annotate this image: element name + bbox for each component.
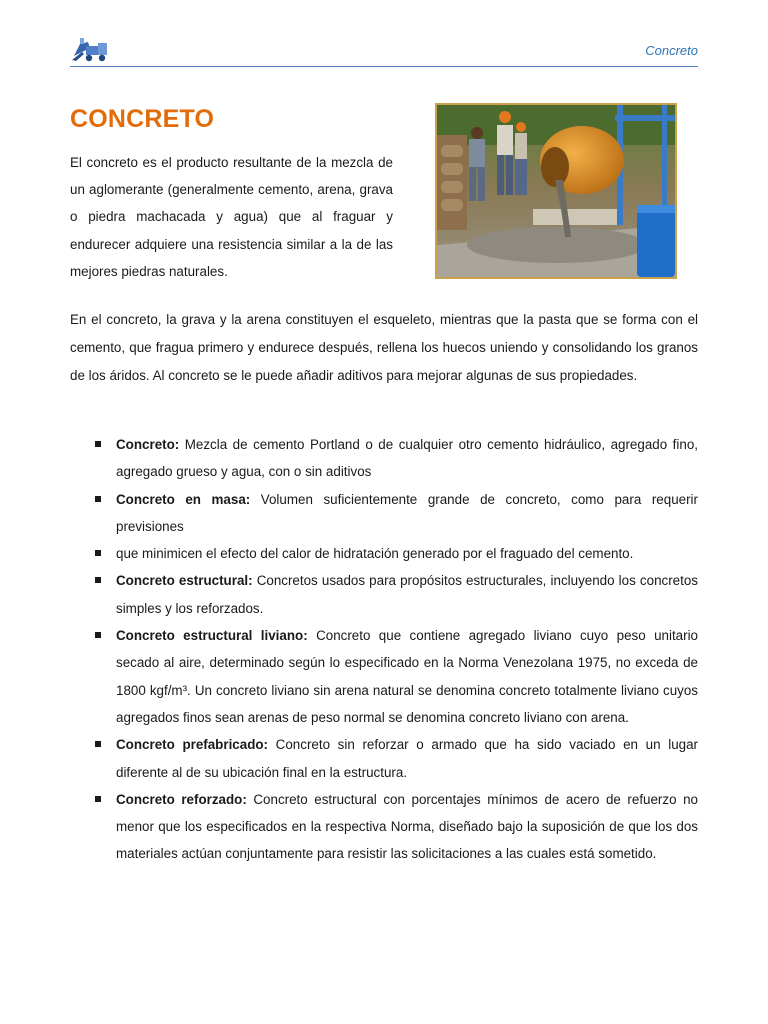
list-item (70, 567, 698, 622)
term-definition: Concretos usados para propósitos estructurales, incluyendo los concretos simples y los reforzados. (116, 573, 698, 616)
term-label: Concreto reforzado: (116, 791, 247, 807)
bullet-icon (95, 741, 101, 747)
term-label: Concreto: (116, 437, 180, 452)
term-definition: Concreto estructural con porcentajes mínimos de acero de refuerzo no menor que los especificados en la respectiva Norma, diseñado bajo la suposición de que los dos materiales actúan conjuntamente para resistir las solicitaciones a las cuales está sometido. (116, 791, 698, 862)
term-definition: Concreto sin reforzar o armado que ha sido vaciado en un lugar diferente al de su ubicación final en la estructura. (116, 737, 698, 780)
term-definition: que minimicen el efecto del calor de hidratación generado por el fraguado del cemento. (116, 546, 634, 562)
term-label: Concreto estructural: (116, 573, 253, 589)
running-header-title: Concreto (645, 43, 698, 58)
list-item (70, 786, 698, 868)
skeleton-paragraph: En el concreto, la grava y la arena constituyen el esqueleto, mientras que la pasta que se forma con el cemento, que fragua primero y endurece después, rellena los huecos uniendo y consolidando los granos de los áridos. Al concreto se le puede añadir aditivos para mejorar algunas de sus propiedades. (70, 312, 698, 383)
term-definition: Volumen suficientemente grande de concreto, como para requerir previsiones (116, 491, 698, 534)
bullet-icon (95, 796, 101, 802)
intro-paragraph: El concreto es el producto resultante de la mezcla de un aglomerante (generalmente cemento, arena, grava o piedra machacada y agua) que al fraguar y endurecer adquiere una resistencia similar a la de las mejores piedras naturales. (70, 155, 393, 279)
machinery-logo-icon (70, 34, 114, 64)
concrete-mixer-photo (435, 103, 677, 279)
term-label: Concreto estructural liviano: (116, 628, 308, 644)
bullet-icon (95, 577, 101, 583)
list-item (70, 431, 698, 486)
bullet-icon (95, 550, 101, 556)
bullet-icon (95, 441, 101, 447)
term-label: Concreto en masa: (116, 491, 251, 507)
term-definition: Concreto que contiene agregado liviano cuyo peso unitario secado al aire, determinado según lo especificado en la Norma Venezolana 1975, no exceda de 1800 kgf/m³. Un concreto liviano sin arena natural se denomina concreto totalmente liviano cuyos agregados finos sean arenas de peso normal se denomina concreto liviano con arena. (116, 628, 698, 725)
bullet-icon (95, 496, 101, 502)
definitions-list (70, 431, 698, 868)
document-title: CONCRETO (70, 105, 215, 133)
list-item (70, 486, 698, 541)
term-label: Concreto prefabricado: (116, 737, 269, 753)
term-definition: Mezcla de cemento Portland o de cualquier otro cemento hidráulico, agregado fino, agregado grueso y agua, con o sin aditivos (116, 437, 698, 480)
bullet-icon (95, 632, 101, 638)
page-header (70, 34, 698, 67)
list-item (70, 540, 698, 567)
list-item (70, 731, 698, 786)
list-item (70, 622, 698, 731)
